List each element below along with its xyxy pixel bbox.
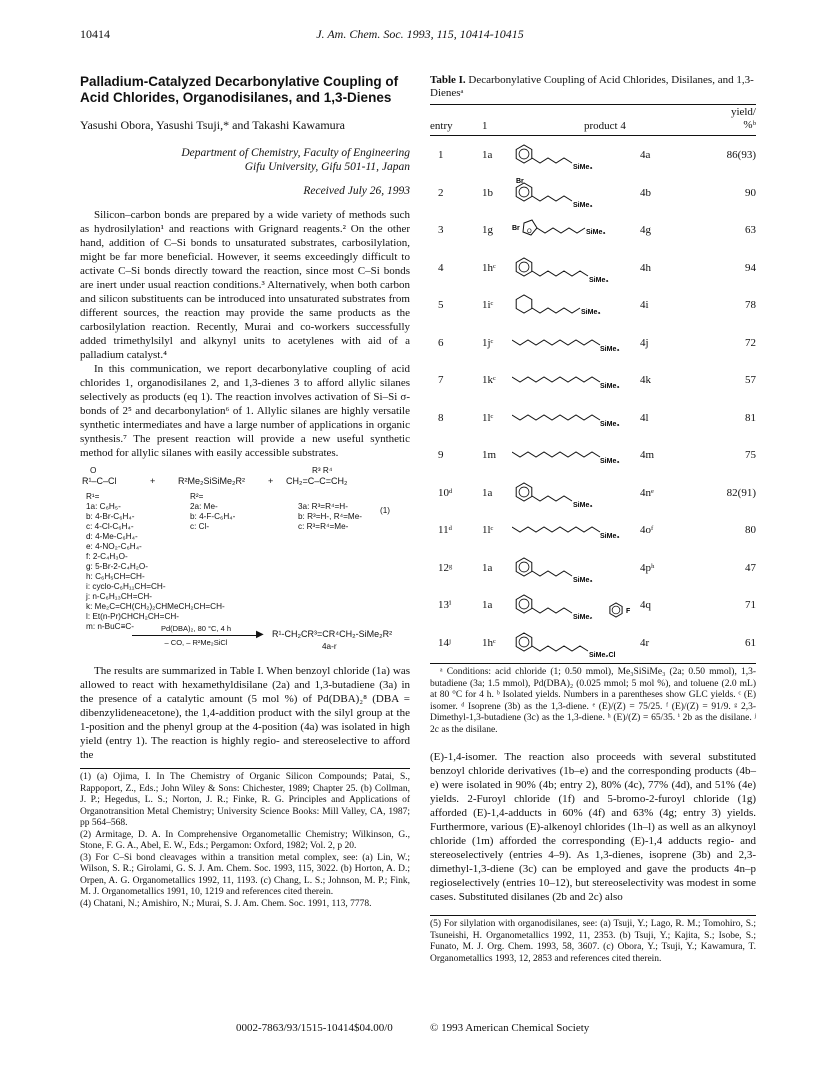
article-code: 0002-7863/93/1515-10414$04.00/0 [236,1022,393,1034]
product-label-cell: 4g [640,224,651,236]
product-structure [512,213,640,247]
product-label-cell: 4oᶠ [640,524,654,536]
table-row [430,586,756,624]
r1-substituent: e: 4-NO₂-C₆H₄- [86,542,142,551]
product-structure [512,626,640,660]
silyl-group-label: SiMe₃ [573,576,593,584]
product-label-cell: 4nᵉ [640,486,654,499]
right-column [430,50,756,965]
affiliation [80,146,410,174]
r1-substituent: h: C₆H₅CH=CH- [86,572,145,581]
fluoro-label: F [626,608,631,615]
table-caption-text: Decarbonylative Coupling of Acid Chlorides, Disilanes, and 1,3-Dienesᵃ [430,74,754,99]
product-structure [512,251,640,285]
left-column [80,50,410,910]
r1-substituent: l: Et(n-Pr)CHCH₂CH=CH- [86,612,180,621]
r2-substituent-list [190,492,260,532]
product-label-cell: 4k [640,374,651,386]
received-date: Received July 26, 1993 [303,185,410,197]
yield-cell: 78 [745,299,756,311]
journal-citation: J. Am. Chem. Soc. 1993, 115, 10414-10415 [316,27,524,41]
reaction-arrow [132,635,258,636]
r2-substituent: b: 4-F-C₆H₄- [190,512,236,521]
product-label-cell: 4j [640,336,649,349]
affiliation-line-1: Department of Chemistry, Faculty of Engineering [181,147,410,159]
yield-cell: 75 [745,449,756,461]
r3-substituent: c: R³=R⁴=Me- [298,522,349,531]
reaction-scheme [80,466,410,656]
reactant-acid-chloride: R¹–C–Cl [82,476,117,486]
affiliation-line-2: Gifu University, Gifu 501-11, Japan [244,161,410,173]
silyl-group-label: SiMe₃ [581,309,601,316]
header-entry: entry [430,120,453,132]
acid-chloride-cell: 1lᶜ [482,411,494,424]
product-structure [512,476,640,510]
acid-chloride-cell: 1kᶜ [482,374,496,386]
silyl-group-label: SiMe₃ [600,420,620,428]
silyl-group-label: SiMe₃ [573,201,593,209]
yield-cell: 94 [745,261,756,274]
footnote: (4) Chatani, N.; Amishiro, N.; Murai, S. J. Am. Chem. Soc. 1991, 113, 7778. [80,898,372,909]
product-formula: R¹-CH₂CR³=CR⁴CH₂-SiMe₂R² [272,629,393,639]
acid-chloride-cell: 1b [482,186,493,199]
reaction-conditions-top: Pd(DBA)₂, 80 °C, 4 h [160,624,232,633]
entry-cell: 4 [438,261,444,274]
product-label-cell: 4l [640,411,649,424]
r1-substituent: j: n-C₆H₁₃CH=CH- [86,592,153,601]
entry-cell: 11ᵈ [438,524,453,536]
table-row [430,211,756,249]
silyl-group-label: SiMe₃ [600,533,620,540]
header-yield: yield/ %ᵇ [730,106,756,131]
page-number: 10414 [80,27,110,41]
entry-cell: 2 [438,186,444,199]
plus-sign: + [268,476,274,486]
product-label-cell: 4m [640,449,655,461]
acid-chloride-cell: 1a [482,561,493,574]
table-header [430,105,756,136]
yield-cell: 72 [745,336,756,349]
r1-substituent: i: cyclo-C₆H₁₁CH=CH- [86,582,166,591]
footnote: (1) (a) Ojima, I. In The Chemistry of Organic Silicon Compounds; Patai, S., Rappoport, Z., Eds.; John Wiley & Sons: Chichester, 1989; Chapter 25. (b) Collman, J. P.; Hegedus, L. S.; Norton, J. R.; Finke, R. G. Principles and Applications of Organotransition Metal Chemistry; University Science Books: Mill Valley, CA, 1987; pp 564–568. [80,772,410,828]
silyl-group-label: SiMe₂Cl [589,651,616,659]
acid-chloride-cell: 1a [482,149,493,161]
table-row [430,324,756,362]
yield-cell: 80 [745,524,756,536]
yield-cell: 47 [745,561,756,574]
table-row [430,624,756,662]
yield-cell: 81 [745,411,756,424]
table-label: Table I. [430,74,466,86]
r1-substituent: f: 2-C₄H₃O- [86,552,128,561]
results-paragraph: The results are summarized in Table I. When benzoyl chloride (1a) was allowed to react with hexamethyldisilane (2a) and 1,3-butadiene (3a) in the presence of a catalytic amount (5 mol %) of Pd(DBA)₂⁸ (DBA = dibenzylideneacetone), the 1,4-addition product with the silyl group at the 1-position and the phenyl group at the 4-position (4a) was isolated in high yield (entry 1). The reaction is highly regio- and stereoselective to afford the [80,665,410,761]
table-notes: ᵃ Conditions: acid chloride (1; 0.50 mmol), Me₃SiSiMe₃ (2a; 0.50 mmol), 1,3-butadiene (3a; 1.5 mmol), Pd(DBA)₂ (0.025 mmol; 5 mol %), and toluene (2.0 mL) at 80 °C for 4 h. ᵇ Isolated yields. Numbers in a parentheses show GLC yields. ᶜ (E) isomer. ᵈ Isoprene (3b) as the 1,3-diene. ᵉ (E)/(Z) = 75/25. ᶠ (E)/(Z) = 91/9. ᵍ 2,3-Dimethyl-1,3-butadiene (3c) as the 1,3-diene. ʰ (E)/(Z) = 65/35. ⁱ 2b as the disilane. ʲ 2c as the disilane. [430,667,756,735]
product-structure [512,138,640,172]
r1-substituent: k: Me₂C=CH(CH₂)₂CHMeCH₂CH=CH- [86,602,225,611]
acid-chloride-cell: 1hᶜ [482,261,496,274]
r1-substituent: m: n-BuC≡C- [86,622,134,631]
product-structure [512,363,640,397]
table-row [430,549,756,587]
table-row [430,249,756,287]
copyright: © 1993 American Chemical Society [430,1022,590,1034]
reactant-disilane: R²Me₂SiSiMe₂R² [178,476,245,486]
entry-cell: 13ⁱ [438,599,452,611]
product-label-cell: 4h [640,261,651,274]
table-row [430,286,756,324]
table-row [430,136,756,174]
bromo-label: Br [516,177,524,185]
silyl-group-label: SiMe₃ [600,383,620,390]
product-label-cell: 4b [640,186,651,199]
entry-cell: 6 [438,336,444,349]
reactant-diene: CH₂=C–C=CH₂ [286,476,348,486]
product-structure [512,513,640,547]
r3-substituent: 3a: R³=R⁴=H- [298,502,348,511]
diene-substituents: R³ R⁴ [312,466,333,475]
product-structure [512,288,640,322]
r2-heading: R²= [190,492,204,501]
silyl-group-label: SiMe₃ [573,164,593,171]
r1-substituent: c: 4-Cl-C₆H₄- [86,522,134,531]
entry-cell: 5 [438,299,444,311]
product-structure [512,401,640,435]
yield-cell: 90 [745,186,756,199]
acid-chloride-cell: 1a [482,486,493,499]
yield-cell: 86(93) [726,149,756,161]
acid-chloride-cell: 1a [482,599,493,611]
r3-substituent: b: R³=H-, R⁴=Me- [298,512,363,521]
acid-chloride-cell: 1hᶜ [482,636,496,649]
table-body [430,136,756,661]
article-title: Palladium-Catalyzed Decarbonylative Coupling of Acid Chlorides, Organodisilanes, and 1,3-Dienes [80,74,399,105]
r3-substituent-list [298,502,391,532]
acid-chloride-cell: 1iᶜ [482,299,494,311]
yield-cell: 71 [745,599,756,611]
table-row [430,399,756,437]
furan-oxygen-label: O [527,229,532,235]
entry-cell: 7 [438,374,444,386]
r1-substituent: b: 4-Br-C₆H₄- [86,512,135,521]
table-row [430,511,756,549]
table-row [430,361,756,399]
product-structure [512,588,640,622]
entry-cell: 9 [438,449,444,461]
yield-cell: 82(91) [726,486,756,499]
r2-substituent: 2a: Me- [190,502,218,511]
bromo-label: Br [512,225,520,232]
table-row [430,436,756,474]
silyl-group-label: SiMe₃ [600,345,620,353]
header-product: product 4 [584,120,626,132]
intro-paragraph: Silicon–carbon bonds are prepared by a wide variety of methods such as hydrosilylation¹ and reactions with Grignard reagents.² On the other hand, addition of C–Si bonds to unsaturated substrates, carbosilylation, might be far more beneficial. However, it seems exceedingly difficult to activate C–Si bonds directly toward the reaction, since most C–Si bonds are inert under usual reaction conditions.³ Alternatively, when both carbon and silicon substituents can be introduced into unsaturated substrates from different sources, the reaction may provide the same products as the carbosilylation reaction. Recently, Murai and co-workers successfully added trimethylsilyl and alkynyl units to acetylenes with aid of a palladium catalyst.⁴ [80,209,410,361]
r1-substituent: 1a: C₆H₅- [86,502,121,511]
arrow-head: ▶ [256,629,264,640]
product-structure [512,326,640,360]
entry-cell: 3 [438,224,444,236]
acid-chloride-cell: 1lᶜ [482,524,494,536]
footnote: (3) For C–Si bond cleavages within a transition metal complex, see: (a) Lin, W.; Wilson, S. R.; Girolami, G. S. J. Am. Chem. Soc. 1993, 115, 3022. (b) Horton, A. D.; Orpen, A. G. Organometallics 1992, 11, 1193. (c) Chang, L. S.; Johnson, M. P.; Fink, M. J. Organometallics 1991, 10, 1219 and references cited therein. [80,852,410,897]
silyl-group-label: SiMe₃ [589,276,609,284]
results-table [430,104,756,664]
acid-chloride-cell: 1jᶜ [482,336,494,349]
product-structure [512,551,640,585]
product-label: 4a-r [322,642,337,651]
r1-substituent: g: 5-Br-2-C₄H₂O- [86,562,149,571]
product-structure [512,176,640,210]
product-label-cell: 4q [640,599,651,611]
acid-chloride-cell: 1m [482,449,497,461]
r1-heading: R¹= [86,492,100,501]
entry-cell: 8 [438,411,444,424]
table-bottom-rule [430,663,756,664]
entry-cell: 14ʲ [438,636,451,649]
product-structure [512,438,640,472]
product-label-cell: 4r [640,636,650,649]
product-label-cell: 4a [640,149,651,161]
yield-cell: 63 [745,224,756,236]
entry-cell: 1 [438,149,444,161]
equation-number: (1) [380,506,391,515]
acyl-oxygen: O [90,466,97,475]
r2-substituent: c: Cl- [190,522,210,531]
footnotes-left [80,768,410,910]
silyl-group-label: SiMe₃ [586,229,606,236]
entry-cell: 10ᵈ [438,486,453,499]
author-list: Yasushi Obora, Yasushi Tsuji,* and Takashi Kawamura [80,118,345,132]
yield-cell: 61 [745,636,756,649]
r1-substituent: d: 4-Me-C₆H₄- [86,532,138,541]
communication-paragraph: In this communication, we report decarbonylative coupling of acid chlorides 1, organodisilanes 2, and 1,3-dienes 3 to afford allylic silanes selectively as products (eq 1). The reaction involves activation of Si–Si σ-bonds of 2⁵ and decarbonylation⁶ of 1. Allylic silanes are highly versatile synthetic intermediates and have a large number of applications in organic synthesis.⁷ The present reaction will provide a new useful synthetic method for allylic silanes with easily accessible substrates. [80,363,410,459]
discussion-paragraph: (E)-1,4-isomer. The reaction also proceeds with several substituted benzoyl chloride derivatives (1b–e) and the corresponding products (4b–e) were isolated in 90% (4b; entry 2), 80% (4c), 77% (4d), and 51% (4e) yields. 2-Furoyl chloride (1f) and 5-bromo-2-furoyl chloride (1g) afforded (E)-1,4-adducts in 60% (4f) and 63% (4g; entry 3) yields. Furthermore, various (E)-alkenoyl chlorides (1h–l) as well as an alkynoyl chloride (1m) afforded the corresponding (E)-1,4 adducts regio- and stereoselectively (entries 4–9). As 1,3-dienes, isoprene (3b) and 2,3-dimethyl-1,3-diene (3c) can be employed and gave the products 4n–p regioselectively (entries 10–12), but stereoselectivity was modest in some cases. Substituted disilanes (2b and 2c) also [430,751,756,903]
yield-cell: 57 [745,374,756,386]
footnote: (2) Armitage, D. A. In Comprehensive Organometallic Chemistry; Wilkinson, G., Stone, F. G. A., Abel, E. W., Eds.; Pergamon: Oxford, 1982; Vol. 2, p 20. [80,829,410,851]
table-row [430,474,756,512]
reaction-conditions-bottom: – CO, – R²Me₂SiCl [164,638,228,647]
acid-chloride-cell: 1g [482,224,493,236]
silyl-group-label: SiMe₃ [573,501,593,509]
header-acid-chloride: 1 [482,120,488,132]
plus-sign: + [150,476,156,486]
table-caption [430,74,756,100]
silyl-group-label: SiMe₂ [573,614,593,621]
product-label-cell: 4pʰ [640,561,655,574]
table-row [430,174,756,212]
silyl-group-label: SiMe₃ [600,458,620,465]
product-label-cell: 4i [640,299,649,311]
entry-cell: 12ᵍ [438,561,453,574]
footnote-right: (5) For silylation with organodisilanes, see: (a) Tsuji, Y.; Lago, R. M.; Tomohiro, S.; Tsuneishi, H. Organometallics 1992, 11, 2353. (b) Tsuji, Y.; Kajita, S.; Isobe, S.; Funato, M. J. Org. Chem. 1993, 58, 3607. (c) Obora, Y.; Tsuji, Y.; Kawamura, T. Organometallics 1993, 12, 2853 and references cited therein. [430,915,756,965]
